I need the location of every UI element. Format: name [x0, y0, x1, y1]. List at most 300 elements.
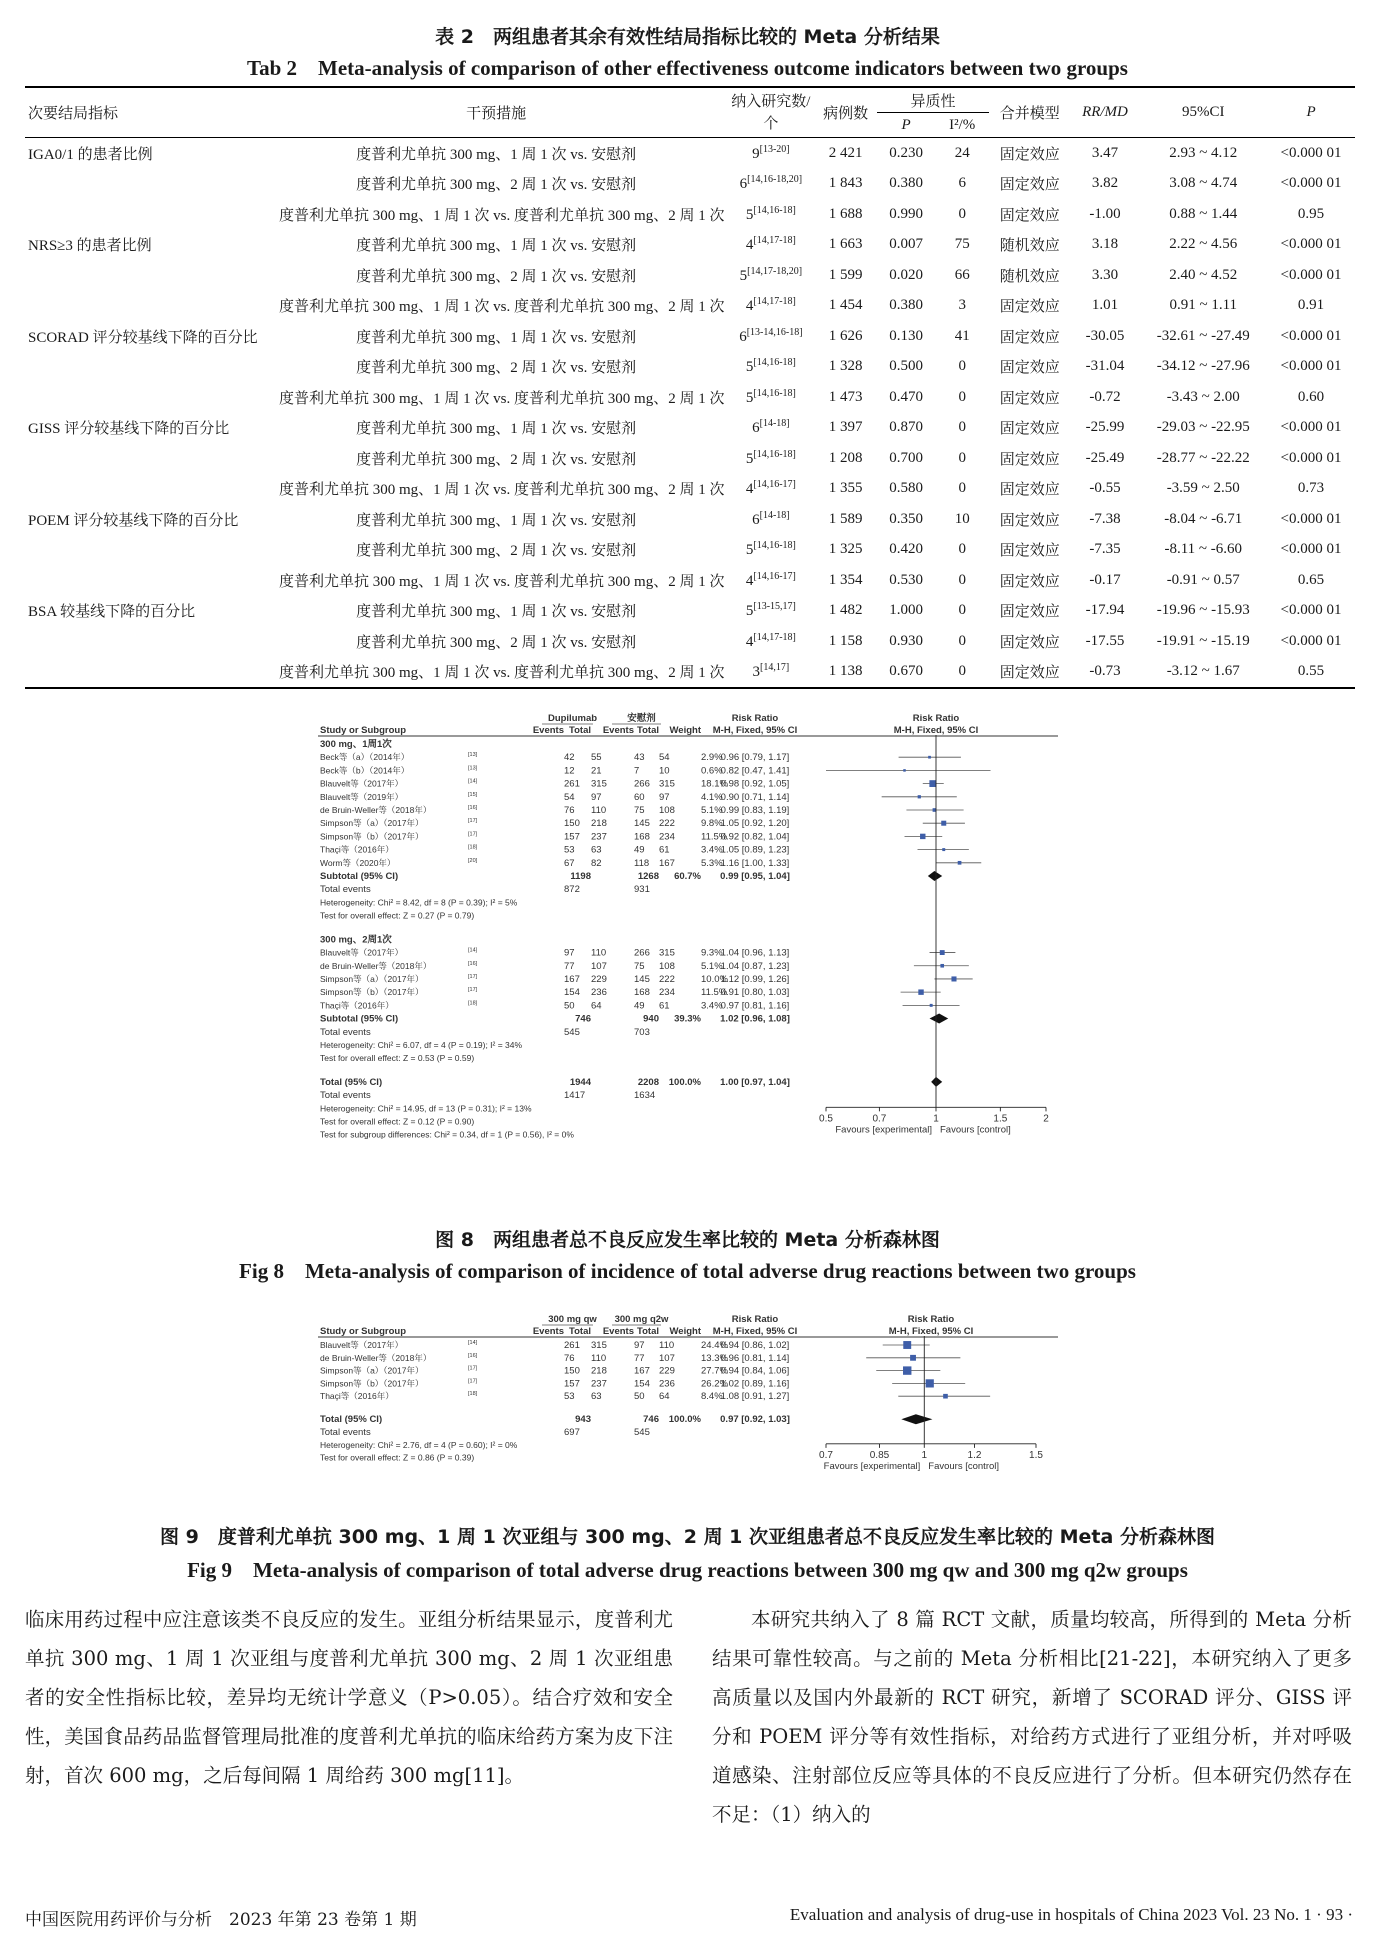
weight: 5.3%	[701, 857, 723, 869]
risk-ratio-ci: 0.94 [0.86, 1.02]	[720, 1340, 790, 1351]
study-ref: [17]	[468, 987, 478, 994]
p-het-cell: 0.990	[889, 205, 923, 222]
total-1: 218	[591, 1365, 607, 1377]
study-count: 5	[745, 603, 754, 620]
weight: 2.9%	[701, 752, 723, 764]
study-ref: [17]	[468, 1378, 478, 1385]
p-het-cell: 0.007	[889, 236, 923, 253]
total-total-1: 1944	[569, 1076, 591, 1088]
events-2: 50	[634, 1391, 645, 1403]
total-1: 63	[591, 1391, 602, 1403]
p-cell: <0.000 01	[1280, 449, 1342, 466]
study-label: Simpson等（b）（2017年）	[320, 1378, 424, 1389]
weight: 27.7%	[701, 1365, 728, 1377]
events-1: 53	[564, 1391, 575, 1403]
outcome-cell	[25, 535, 265, 566]
method-plot-header: M-H, Fixed, 95% CI	[888, 1326, 974, 1337]
total-rr: 0.97 [0.92, 1.03]	[720, 1414, 790, 1426]
intervention-cell: 度普利尤单抗 300 mg、2 周 1 次 vs. 安慰剂	[356, 451, 637, 468]
heterogeneity-text: Heterogeneity: Chi² = 14.95, df = 13 (P = 0.31); I² = 13%	[320, 1103, 532, 1114]
subgroup-title: 300 mg、2周1次	[320, 934, 392, 946]
i2-cell: 0	[958, 571, 966, 588]
intervention-cell: 度普利尤单抗 300 mg、1 周 1 次 vs. 度普利尤单抗 300 mg、2 周 1 次	[279, 390, 725, 407]
p-cell: <0.000 01	[1280, 358, 1342, 375]
group1-header: 300 mg qw	[548, 1314, 597, 1325]
intervention-cell: 度普利尤单抗 300 mg、1 周 1 次 vs. 安慰剂	[356, 146, 637, 163]
total-events-2: 703	[634, 1026, 650, 1038]
p-cell: <0.000 01	[1280, 175, 1342, 192]
intervention-cell: 度普利尤单抗 300 mg、2 周 1 次 vs. 安慰剂	[356, 268, 637, 285]
x-tick-label: 0.5	[819, 1113, 833, 1125]
point-estimate	[930, 1004, 933, 1007]
weight: 10.0%	[701, 973, 728, 985]
ci-cell: 2.22 ~ 4.56	[1169, 236, 1238, 253]
studies-cell	[727, 626, 814, 657]
i2-cell: 0	[958, 602, 966, 619]
estimate-cell: -1.00	[1089, 205, 1121, 222]
favours-left: Favours [experimental]	[835, 1124, 932, 1136]
total-1: 315	[591, 778, 607, 790]
ci-cell: -8.04 ~ -6.71	[1164, 510, 1243, 527]
events-1: 76	[564, 805, 575, 816]
ci-cell: 0.88 ~ 1.44	[1169, 205, 1238, 222]
risk-ratio-plot-header: Risk Ratio	[907, 1314, 955, 1325]
total-1: 82	[591, 857, 602, 869]
studies-cell	[727, 657, 814, 689]
p-het-cell: 0.700	[889, 449, 923, 466]
fig8-caption-en: Fig 8 Meta-analysis of comparison of incidence of total adverse drug reactions between two groups	[239, 1259, 1136, 1283]
subtotal-total-1: 1198	[570, 871, 591, 882]
subtotal-rr: 0.99 [0.95, 1.04]	[720, 871, 790, 882]
group1-header: Dupilumab	[547, 713, 598, 724]
events-2: 167	[634, 1365, 650, 1377]
study-label: Beck等（a）（2014年）	[320, 752, 410, 763]
events-1: 54	[564, 791, 575, 803]
events-2: 168	[634, 987, 650, 999]
studies-cell	[727, 352, 814, 383]
ci-cell: 2.40 ~ 4.52	[1169, 266, 1238, 283]
ci-cell: -19.91 ~ -15.19	[1156, 632, 1250, 649]
model-cell: 固定效应	[999, 207, 1060, 224]
p-cell: 0.65	[1297, 571, 1325, 588]
study-ref: [18]	[468, 1391, 478, 1398]
outcome-cell	[25, 169, 265, 200]
intervention-cell: 度普利尤单抗 300 mg、2 周 1 次 vs. 安慰剂	[356, 543, 637, 560]
study-count: 9	[752, 145, 760, 162]
estimate-cell: -25.99	[1085, 419, 1125, 436]
weight-header: Weight	[669, 1326, 701, 1337]
events-header-2: Events	[602, 1326, 634, 1337]
point-estimate	[926, 1379, 934, 1387]
header-heterogeneity: 异质性	[877, 87, 989, 113]
ci-cell: -19.96 ~ -15.93	[1156, 602, 1250, 619]
p-cell: 0.73	[1297, 480, 1325, 497]
estimate-cell: -7.38	[1089, 510, 1121, 527]
risk-ratio-ci: 1.12 [0.99, 1.26]	[720, 973, 790, 985]
study-ref: [16]	[468, 960, 478, 967]
outcome-cell	[25, 626, 265, 657]
heterogeneity-text: Heterogeneity: Chi² = 6.07, df = 4 (P = 0.19); I² = 34%	[320, 1039, 523, 1050]
total-2: 61	[659, 844, 670, 856]
study-label: Blauvelt等（2017年）	[320, 1340, 404, 1350]
study-label: Worm等（2020年）	[320, 857, 396, 868]
estimate-cell: 1.01	[1091, 297, 1119, 314]
header-i2: I²/%	[949, 116, 976, 133]
total-2: 10	[659, 765, 670, 777]
group2-header: 安慰剂	[627, 713, 656, 724]
study-ref: [20]	[468, 857, 478, 864]
p-het-cell: 1.000	[889, 602, 923, 619]
study-count: 6	[739, 328, 747, 345]
point-estimate	[918, 989, 923, 994]
cases-cell: 1 208	[828, 449, 863, 466]
studies-cell	[727, 565, 814, 596]
table-row	[25, 474, 1355, 505]
ci-cell: 0.91 ~ 1.11	[1169, 297, 1238, 314]
total-diamond	[901, 1414, 932, 1424]
i2-cell: 3	[958, 297, 966, 314]
total-diamond	[931, 1077, 942, 1087]
model-cell: 固定效应	[999, 360, 1060, 377]
events-1: 97	[564, 947, 575, 959]
total-label: Total (95% CI)	[320, 1076, 383, 1088]
reference-superscript: [13-15,17]	[753, 601, 796, 613]
i2-cell: 0	[958, 358, 966, 375]
study-count: 4	[745, 481, 754, 498]
table-row	[25, 260, 1355, 291]
study-count: 6	[739, 176, 748, 193]
studies-cell	[727, 260, 814, 291]
study-ref: [15]	[468, 791, 478, 798]
model-cell: 随机效应	[999, 268, 1060, 285]
table-row	[25, 138, 1355, 169]
body-text-left: 临床用药过程中应注意该类不良反应的发生。亚组分析结果显示，度普利尤单抗 300 mg、1 周 1 次亚组与度普利尤单抗 300 mg、2 周 1 次亚组患者的安全性指标比较，差异均无统计学意义（P>0.05）。结合疗效和安全性，美国食品药品监督管理局批准的度普利尤单抗的临床给药方案为皮下注射，首次 600 mg，之后每间隔 1 周给药 300 mg[11]。	[25, 1608, 673, 1787]
model-cell: 固定效应	[999, 634, 1060, 651]
total-2: 315	[659, 947, 675, 959]
total-1: 97	[591, 791, 602, 803]
study-count: 4	[745, 633, 754, 650]
forest-plot-fig8-svg	[318, 710, 1058, 1215]
risk-ratio-ci: 0.96 [0.79, 1.17]	[720, 752, 790, 764]
x-tick-label: 1	[933, 1113, 939, 1125]
header-studies: 纳入研究数/个	[731, 93, 811, 132]
x-tick-label: 0.7	[819, 1449, 833, 1461]
header-rrmd: RR/MD	[1082, 104, 1128, 120]
point-estimate	[940, 964, 944, 968]
studies-cell	[727, 596, 814, 627]
x-tick-label: 0.7	[872, 1113, 887, 1125]
ci-cell: -3.43 ~ 2.00	[1166, 388, 1240, 405]
studies-cell	[727, 199, 814, 230]
intervention-cell: 度普利尤单抗 300 mg、1 周 1 次 vs. 度普利尤单抗 300 mg、2 周 1 次	[279, 573, 725, 590]
forest-plot-fig9	[318, 1310, 1058, 1510]
ci-cell: -0.91 ~ 0.57	[1166, 571, 1240, 588]
estimate-cell: -0.72	[1089, 388, 1121, 405]
reference-superscript: [14-18]	[759, 418, 790, 430]
total-events-label: Total events	[320, 1026, 371, 1038]
p-cell: 0.55	[1297, 663, 1325, 680]
total-events-label: Total events	[320, 884, 371, 896]
subtotal-total-1: 746	[575, 1013, 591, 1025]
intervention-cell: 度普利尤单抗 300 mg、1 周 1 次 vs. 安慰剂	[356, 238, 637, 255]
reference-superscript: [14,16-18]	[753, 448, 796, 460]
total-1: 21	[591, 765, 602, 777]
model-cell: 固定效应	[999, 543, 1060, 560]
x-tick-label: 1.5	[993, 1113, 1008, 1125]
weight: 3.4%	[701, 844, 723, 856]
weight: 8.4%	[701, 1391, 723, 1403]
table-row	[25, 230, 1355, 261]
total-events-1: 697	[564, 1427, 580, 1439]
model-cell: 固定效应	[999, 512, 1060, 529]
total-1: 237	[591, 831, 607, 843]
studies-cell	[727, 474, 814, 505]
point-estimate	[943, 1394, 948, 1399]
risk-ratio-plot-header: Risk Ratio	[912, 713, 960, 724]
intervention-cell: 度普利尤单抗 300 mg、2 周 1 次 vs. 安慰剂	[356, 177, 637, 194]
total-events-label: Total events	[320, 1090, 371, 1102]
risk-ratio-header: Risk Ratio	[731, 713, 779, 724]
total-2: 236	[659, 1378, 675, 1390]
i2-cell: 66	[954, 266, 970, 283]
total-1: 64	[591, 1000, 602, 1012]
study-ref: [14]	[468, 778, 478, 785]
i2-cell: 0	[958, 205, 966, 222]
cases-cell: 1 354	[828, 571, 863, 588]
weight: 11.5%	[701, 831, 728, 843]
study-label: Simpson等（a）（2017年）	[320, 1365, 424, 1376]
study-ref: [14]	[468, 1340, 478, 1346]
events-2: 154	[634, 1378, 650, 1390]
events-2: 118	[634, 857, 650, 869]
subtotal-rr: 1.02 [0.96, 1.08]	[720, 1013, 790, 1025]
i2-cell: 75	[954, 236, 970, 253]
table-row	[25, 382, 1355, 413]
events-2: 60	[634, 791, 645, 803]
outcome-cell: POEM 评分较基线下降的百分比	[28, 512, 239, 529]
risk-ratio-ci: 1.04 [0.87, 1.23]	[720, 960, 790, 972]
table-row	[25, 504, 1355, 535]
risk-ratio-ci: 0.96 [0.81, 1.14]	[720, 1352, 790, 1364]
point-estimate	[940, 950, 945, 955]
model-cell: 固定效应	[999, 146, 1060, 163]
study-label: Simpson等（b）（2017年）	[320, 987, 424, 998]
events-2: 266	[634, 778, 650, 790]
estimate-cell: -25.49	[1085, 449, 1125, 466]
risk-ratio-ci: 1.16 [1.00, 1.33]	[720, 857, 790, 869]
weight: 0.6%	[701, 765, 723, 777]
reference-superscript: [14,16-17]	[753, 570, 796, 582]
weight: 3.4%	[701, 1000, 723, 1012]
reference-superscript: [14,17]	[760, 662, 790, 674]
p-het-cell: 0.500	[889, 358, 923, 375]
estimate-cell: -7.35	[1089, 541, 1121, 558]
events-2: 145	[634, 818, 650, 830]
model-cell: 固定效应	[999, 329, 1060, 346]
total-2: 229	[659, 1365, 675, 1377]
cases-cell: 1 473	[828, 388, 863, 405]
outcome-cell: BSA 较基线下降的百分比	[28, 604, 196, 621]
cases-cell: 1 482	[828, 602, 863, 619]
i2-cell: 24	[954, 144, 970, 161]
events-1: 157	[564, 831, 580, 843]
risk-ratio-ci: 0.97 [0.81, 1.16]	[720, 1000, 790, 1012]
study-ref: [13]	[468, 765, 478, 772]
table-row	[25, 352, 1355, 383]
events-1: 50	[564, 1000, 575, 1012]
total-1: 237	[591, 1378, 607, 1390]
total-2: 107	[659, 1352, 675, 1364]
study-count: 3	[752, 664, 761, 681]
reference-superscript: [14,16-18]	[753, 204, 796, 216]
cases-cell: 1 843	[828, 175, 863, 192]
risk-ratio-ci: 1.05 [0.89, 1.23]	[720, 844, 790, 856]
studies-cell	[727, 138, 814, 169]
x-tick-label: 1.2	[967, 1449, 982, 1461]
ci-cell: -3.12 ~ 1.67	[1166, 663, 1240, 680]
table-row	[25, 596, 1355, 627]
total-2: 108	[659, 805, 675, 816]
total-1: 55	[591, 752, 602, 764]
study-label: de Bruin-Weller等（2018年）	[320, 960, 432, 971]
table-row	[25, 565, 1355, 596]
overall-effect-text: Test for overall effect: Z = 0.53 (P = 0.59)	[320, 1053, 475, 1064]
p-het-cell: 0.670	[889, 663, 923, 680]
study-count: 4	[745, 237, 754, 254]
p-cell: <0.000 01	[1280, 144, 1342, 161]
header-model: 合并模型	[999, 106, 1060, 122]
estimate-cell: 3.82	[1091, 175, 1119, 192]
point-estimate	[903, 1341, 911, 1349]
total-events-2: 545	[634, 1427, 650, 1439]
events-1: 77	[564, 960, 575, 972]
header-ci: 95%CI	[1182, 104, 1225, 120]
study-ref: [17]	[468, 973, 478, 980]
estimate-cell: 3.47	[1091, 144, 1119, 161]
total-1: 110	[591, 1352, 607, 1364]
model-cell: 固定效应	[999, 573, 1060, 590]
events-2: 75	[634, 805, 645, 816]
point-estimate	[903, 769, 906, 772]
studies-cell	[727, 504, 814, 535]
model-cell: 固定效应	[999, 299, 1060, 316]
weight-header: Weight	[669, 725, 701, 736]
outcome-cell	[25, 443, 265, 474]
header-outcome: 次要结局指标	[28, 106, 119, 122]
study-header: Study or Subgroup	[320, 725, 407, 736]
studies-cell	[727, 321, 814, 352]
outcome-cell	[25, 352, 265, 383]
point-estimate	[942, 848, 945, 851]
weight: 9.8%	[701, 818, 723, 830]
total-weight: 100.0%	[668, 1076, 701, 1088]
weight: 11.5%	[701, 987, 728, 999]
fig9-caption-en: Fig 9 Meta-analysis of comparison of total adverse drug reactions between 300 mg qw and 300 mg q2w groups	[187, 1558, 1188, 1582]
total-2: 61	[659, 1000, 670, 1012]
events-1: 12	[564, 765, 575, 777]
study-ref: [16]	[468, 805, 478, 811]
point-estimate	[951, 976, 956, 981]
study-ref: [17]	[468, 818, 478, 825]
outcome-cell	[25, 260, 265, 291]
intervention-cell: 度普利尤单抗 300 mg、1 周 1 次 vs. 安慰剂	[356, 421, 637, 438]
study-count: 5	[739, 267, 748, 284]
total-header-2: Total	[637, 1326, 659, 1337]
study-ref: [17]	[468, 831, 478, 838]
method-plot-header: M-H, Fixed, 95% CI	[893, 725, 979, 736]
study-count: 5	[745, 206, 754, 223]
study-count: 6	[752, 511, 760, 528]
header-p-het: P	[901, 116, 911, 133]
total-2: 315	[659, 778, 675, 790]
i2-cell: 41	[954, 327, 970, 344]
total-2: 222	[659, 818, 675, 830]
study-ref: [16]	[468, 1352, 478, 1359]
studies-cell	[727, 169, 814, 200]
cases-cell: 1 397	[828, 419, 863, 436]
events-2: 97	[634, 1340, 645, 1351]
point-estimate	[941, 821, 946, 826]
reference-superscript: [14,17-18]	[753, 296, 796, 308]
total-header-2: Total	[637, 725, 659, 736]
p-het-cell: 0.230	[889, 144, 923, 161]
i2-cell: 0	[958, 480, 966, 497]
cases-cell: 1 138	[828, 663, 863, 680]
events-1: 157	[564, 1378, 580, 1390]
heterogeneity-text: Heterogeneity: Chi² = 2.76, df = 4 (P = 0.60); I² = 0%	[320, 1439, 518, 1450]
total-header-1: Total	[569, 1326, 591, 1337]
intervention-cell: 度普利尤单抗 300 mg、1 周 1 次 vs. 度普利尤单抗 300 mg、2 周 1 次	[279, 299, 725, 316]
ci-cell: -28.77 ~ -22.22	[1156, 449, 1250, 466]
favours-right: Favours [control]	[940, 1124, 1011, 1136]
events-2: 43	[634, 752, 645, 764]
events-2: 49	[634, 844, 645, 856]
forest-plot-fig9-svg	[318, 1310, 1058, 1510]
table-title-cn: 表 2 两组患者其余有效性结局指标比较的 Meta 分析结果	[435, 26, 940, 48]
weight: 18.1%	[701, 778, 728, 790]
reference-superscript: [14,17-18,20]	[747, 265, 803, 277]
reference-superscript: [14,16-18,20]	[747, 174, 803, 186]
p-het-cell: 0.420	[889, 541, 923, 558]
events-header-2: Events	[602, 725, 634, 736]
studies-cell	[727, 291, 814, 322]
total-2: 234	[659, 831, 675, 843]
weight: 4.1%	[701, 791, 723, 803]
risk-ratio-header: Risk Ratio	[731, 1314, 779, 1325]
table-row	[25, 321, 1355, 352]
ci-cell: -8.11 ~ -6.60	[1164, 541, 1243, 558]
studies-cell	[727, 382, 814, 413]
overall-effect-text: Test for overall effect: Z = 0.86 (P = 0.39)	[320, 1452, 475, 1463]
subgroup-diff-text: Test for subgroup differences: Chi² = 0.34, df = 1 (P = 0.56), I² = 0%	[320, 1129, 574, 1140]
events-1: 42	[564, 752, 575, 764]
outcome-cell	[25, 565, 265, 596]
total-1: 218	[591, 818, 607, 830]
total-1: 110	[591, 947, 607, 959]
estimate-cell: 3.30	[1091, 266, 1119, 283]
ci-cell: -29.03 ~ -22.95	[1156, 419, 1250, 436]
estimate-cell: -0.17	[1089, 571, 1121, 588]
cases-cell: 1 688	[828, 205, 863, 222]
study-label: de Bruin-Weller等（2018年）	[320, 1352, 432, 1363]
reference-superscript: [14,17-18]	[753, 235, 796, 247]
reference-superscript: [14,16-18]	[753, 387, 796, 399]
studies-cell	[727, 443, 814, 474]
total-2: 234	[659, 987, 675, 999]
cases-cell: 1 626	[828, 327, 863, 344]
studies-cell	[727, 535, 814, 566]
p-cell: 0.95	[1297, 205, 1325, 222]
